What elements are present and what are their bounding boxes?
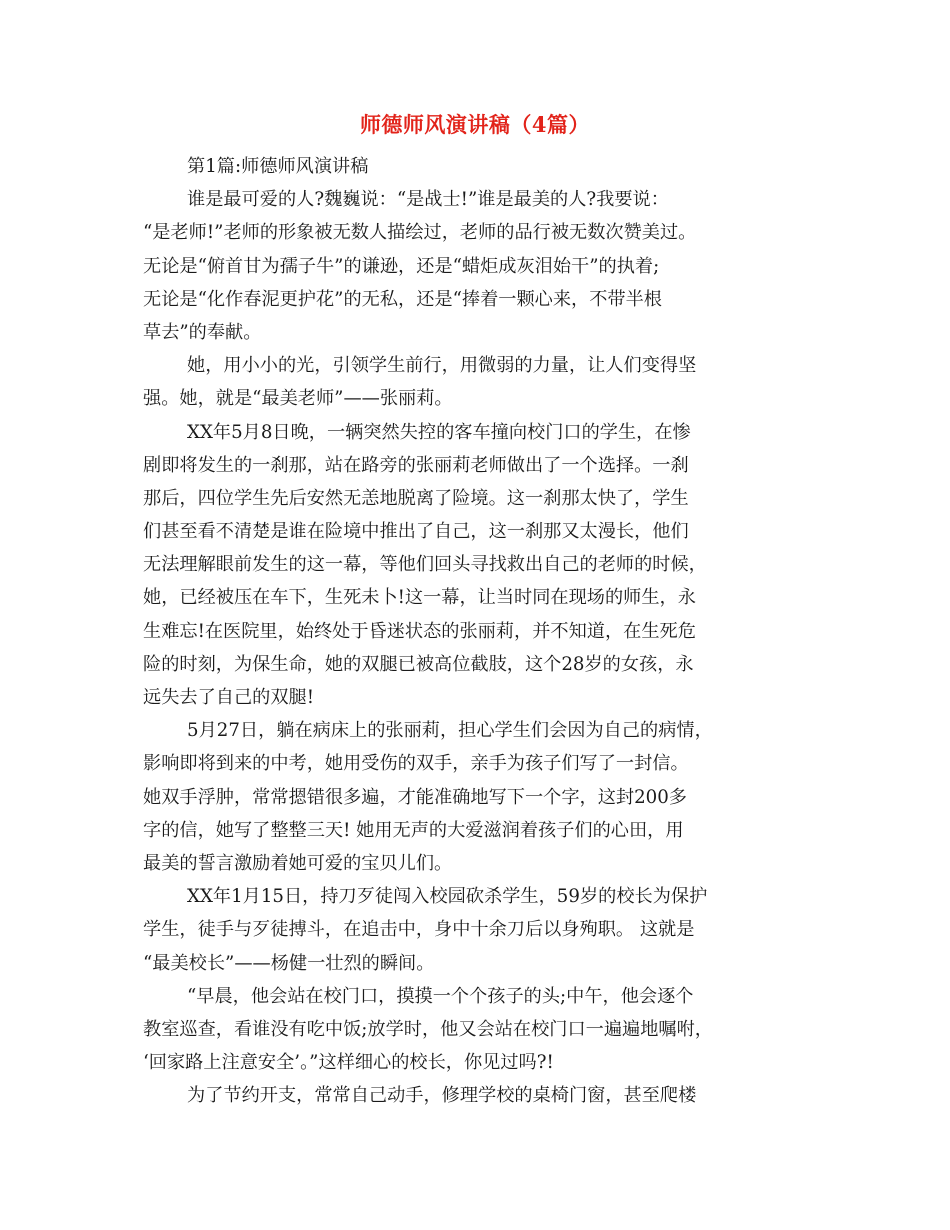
text-line: 教室巡查，看谁没有吃中饭;放学时，他又会站在校门口一遍遍地嘱咐， — [143, 1018, 713, 1040]
text-line: 无论是“化作春泥更护花”的无私，还是“捧着一颗心来，不带半根 — [143, 288, 662, 310]
text-line: ‘回家路上注意安全’。”这样细心的校长，你见过吗?! — [143, 1052, 554, 1074]
text-line: 无法理解眼前发生的这一幕，等他们回头寻找救出自己的老师的时候， — [143, 554, 707, 576]
text-line: 最美的誓言激励着她可爱的宝贝儿们。 — [143, 852, 453, 874]
text-line: 5月27日，躺在病床上的张丽莉，担心学生们会因为自己的病情， — [187, 720, 713, 742]
text-line: 她，已经被压在车下，生死未卜!这一幕，让当时同在现场的师生，永 — [143, 587, 696, 609]
text-line: 强。她，就是“最美老师”——张丽莉。 — [143, 388, 453, 410]
text-line: 影响即将到来的中考，她用受伤的双手，亲手为孩子们写了一封信。 — [143, 753, 689, 775]
document-title: 师德师风演讲稿（4篇） — [359, 112, 591, 137]
text-line: “是老师!”老师的形象被无数人描绘过，老师的品行被无数次赞美过。 — [143, 222, 697, 244]
text-line: 谁是最可爱的人?魏巍说：“是战士!”谁是最美的人?我要说： — [187, 189, 669, 211]
text-line: 们甚至看不清楚是谁在险境中推出了自己，这一刹那又太漫长，他们 — [143, 521, 689, 543]
text-line: 远失去了自己的双腿! — [143, 687, 314, 708]
document-body — [143, 150, 823, 1112]
text-line: “最美校长”——杨健一壮烈的瞬间。 — [143, 952, 435, 974]
text-line: 剧即将发生的一刹那，站在路旁的张丽莉老师做出了一个选择。一刹 — [143, 454, 689, 476]
text-line: XX年1月15日，持刀歹徒闯入校园砍杀学生，59岁的校长为保护 — [187, 886, 708, 908]
text-line: “早晨，他会站在校门口，摸摸一个个孩子的头;中午，他会逐个 — [187, 985, 694, 1007]
text-line: 无论是“俯首甘为孺子牛”的谦逊，还是“蜡炬成灰泪始干”的执着; — [143, 255, 660, 277]
text-line: 学生，徒手与歹徒搏斗，在追击中，身中十余刀后以身殉职。 这就是 — [143, 919, 695, 941]
text-line: 生难忘!在医院里，始终处于昏迷状态的张丽莉，并不知道，在生死危 — [143, 620, 696, 642]
text-line: 那后，四位学生先后安然无恙地脱离了险境。这一刹那太快了，学生 — [143, 487, 689, 509]
text-line: 字的信，她写了整整三天! 她用无声的大爱滋润着孩子们的心田，用 — [143, 819, 684, 841]
text-line: 第1篇:师德师风演讲稿 — [187, 156, 369, 177]
text-line: 她，用小小的光，引领学生前行，用微弱的力量，让人们变得坚 — [187, 355, 697, 377]
text-line: 她双手浮肿，常常摁错很多遍，才能准确地写下一个字，这封200多 — [143, 786, 687, 808]
text-line: 为了节约开支，常常自己动手，修理学校的桌椅门窗，甚至爬楼 — [187, 1085, 697, 1107]
text-line: 险的时刻，为保生命，她的双腿已被高位截肢，这个28岁的女孩，永 — [143, 653, 694, 675]
text-line: 草去”的奉献。 — [143, 321, 262, 343]
text-line: XX年5月8日晚，一辆突然失控的客车撞向校门口的学生，在惨 — [187, 421, 691, 443]
